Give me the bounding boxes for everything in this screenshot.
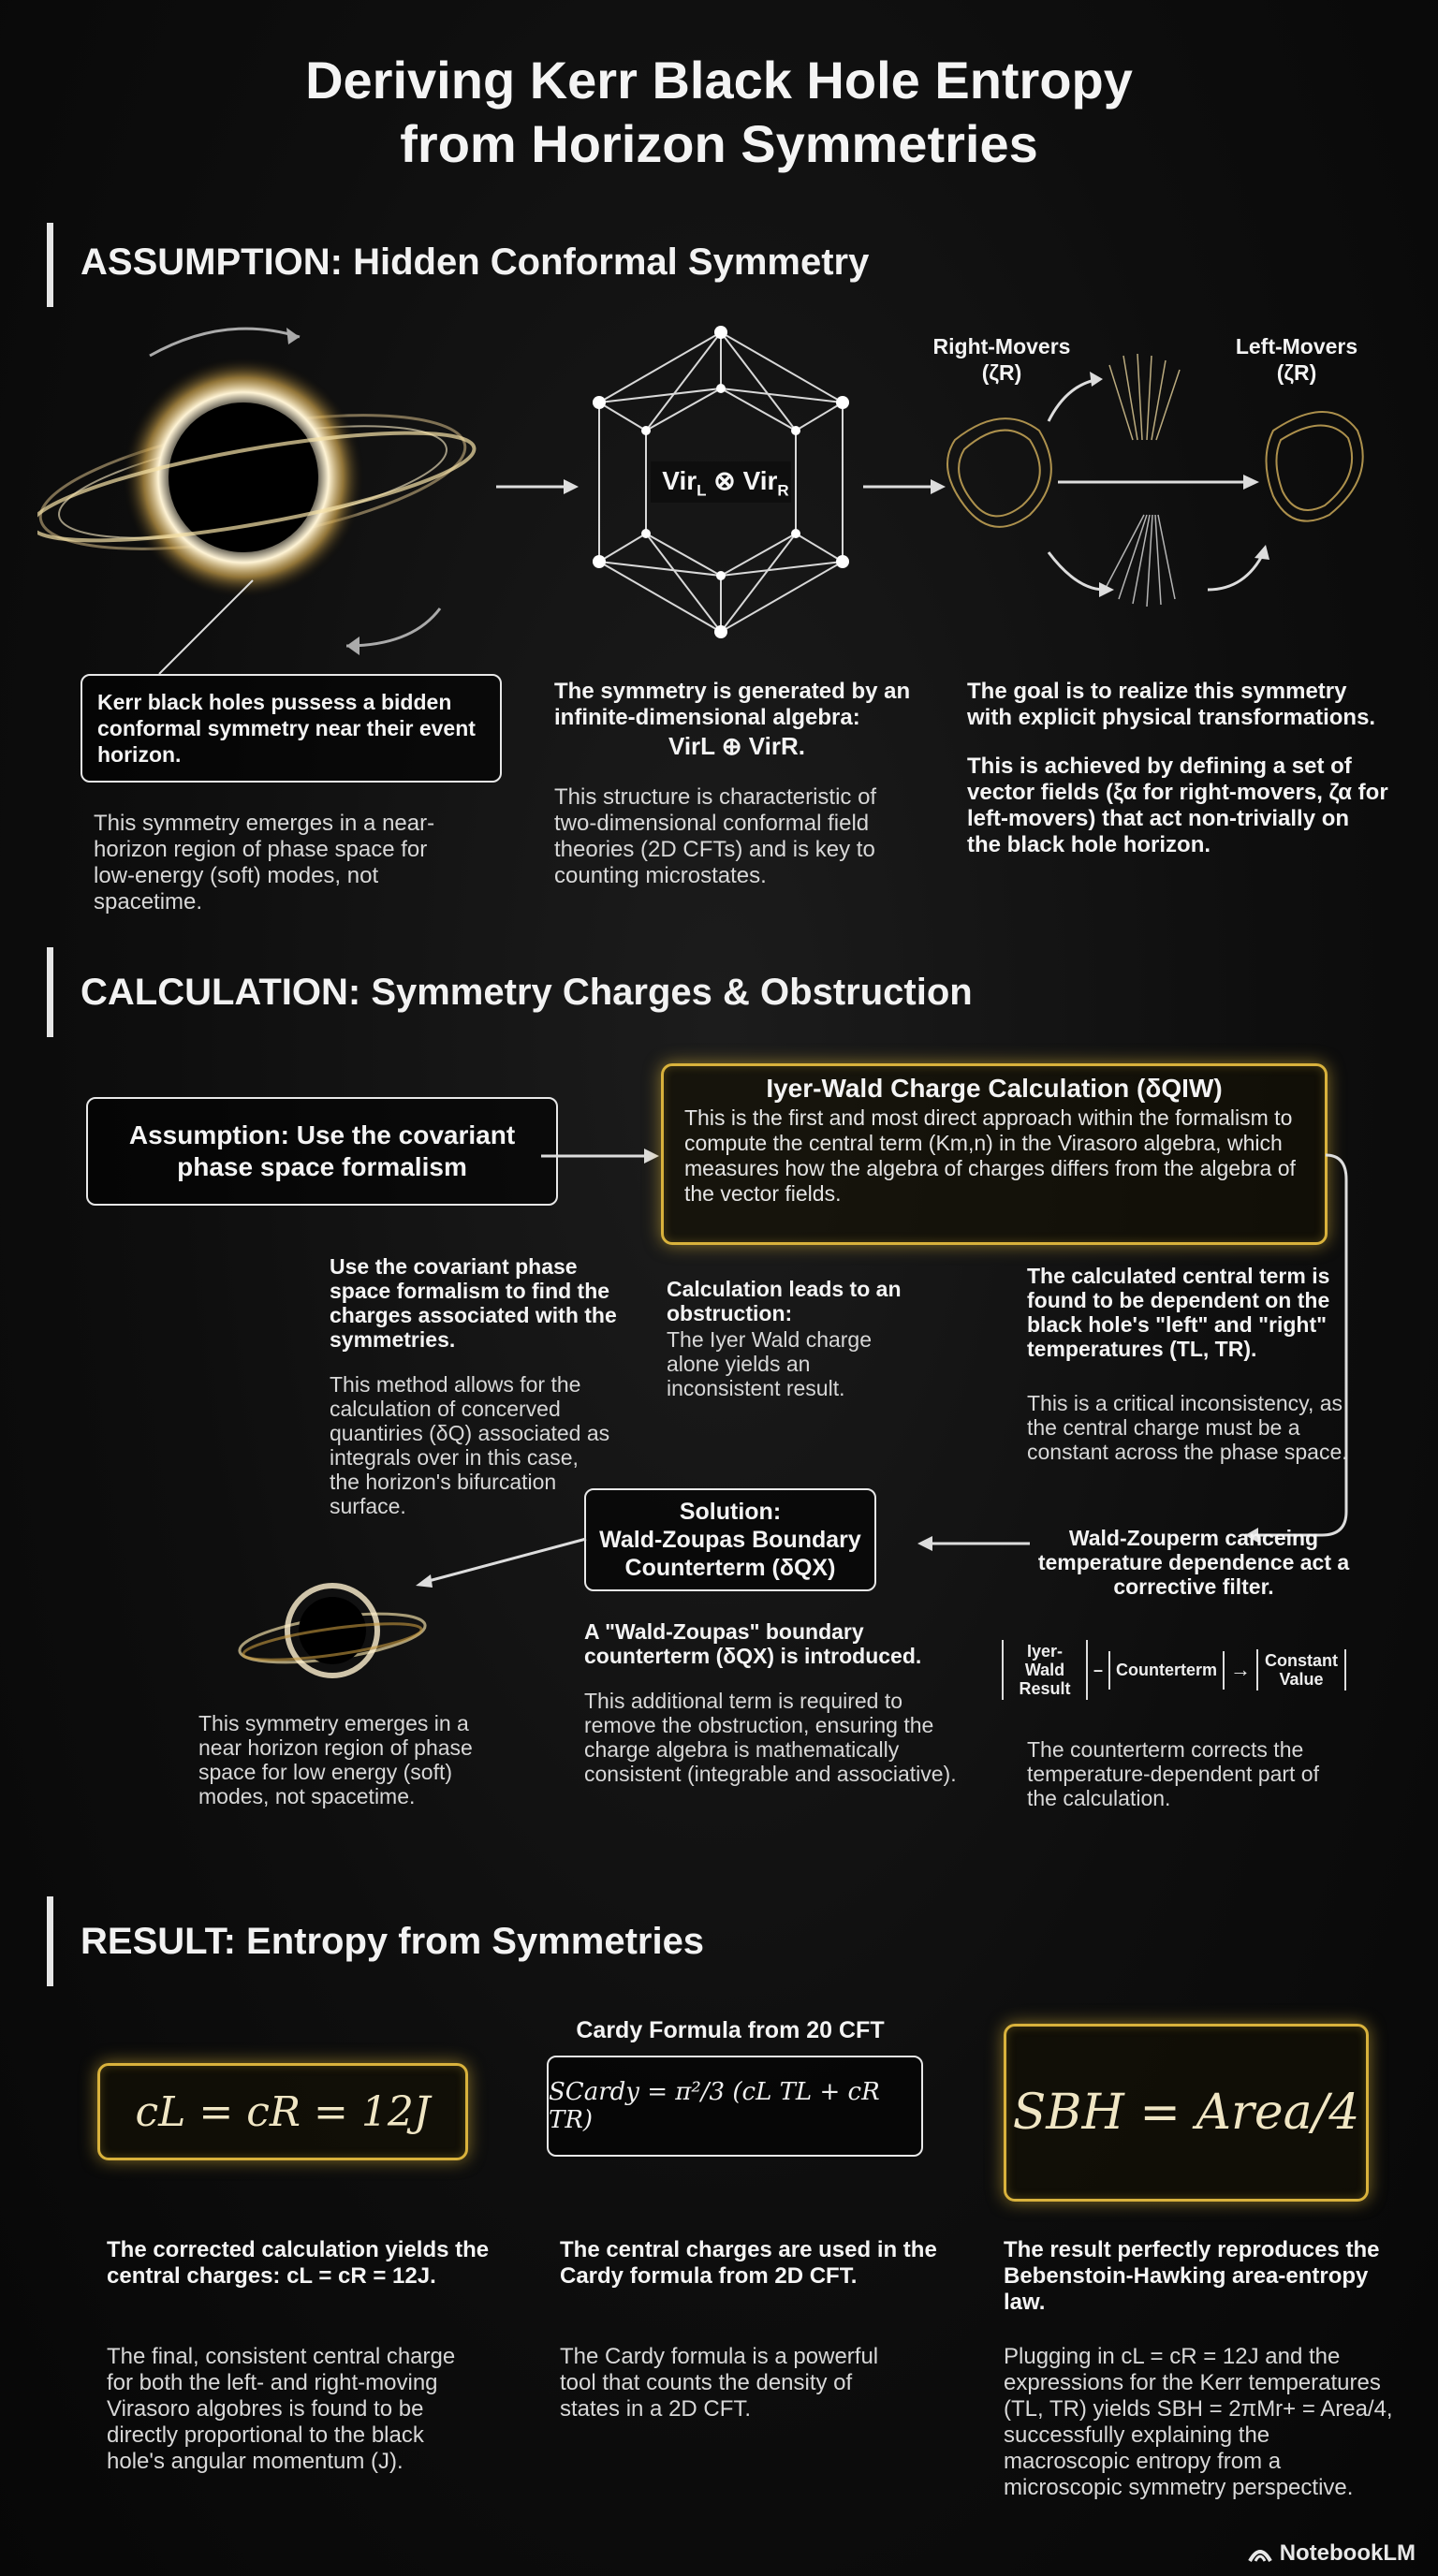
small-black-hole-illustration [229, 1563, 435, 1704]
virasoro-label: Vir$_L$ ⊗ Vir$_R$ [662, 466, 789, 500]
section-heading-assumption: ASSUMPTION: Hidden Conformal Symmetry [81, 242, 870, 283]
title-line-1: Deriving Kerr Black Hole Entropy [305, 51, 1133, 110]
kerr-black-hole-illustration [37, 300, 506, 693]
solution-wald-zoupas-box: Solution: Wald-Zoupas Boundary Counterterm (δQX) [584, 1488, 876, 1591]
filter-equation [1002, 1640, 1376, 1700]
section2-left-bold: Use the covariant phase space formalism to find the charges associated with the symmetries. [330, 1254, 617, 1352]
result-col2-bold: The central charges are used in the Cardy formula from 2D CFT. [560, 2237, 937, 2289]
arrow-icon [541, 1142, 663, 1170]
entropy-equation-box [1004, 2024, 1369, 2202]
entropy-equation: SBH = Area/4 [1012, 2085, 1360, 2141]
section-heading-result: RESULT: Entropy from Symmetries [81, 1921, 705, 1962]
assumption-covariant-box: Assumption: Use the covariant phase space formalism [86, 1097, 558, 1206]
iyer-wald-title: Iyer-Wald Charge Calculation (δQIW) [766, 1074, 1223, 1103]
right-movers-label: Right-Movers (ζR) [932, 334, 1071, 385]
corrective-filter-text: Wald-Zouperm canceing temperature dependence act a corrective filter. [1037, 1526, 1350, 1599]
title-line-2: from Horizon Symmetries [400, 114, 1038, 173]
section2-mid-bold: Calculation leads to an obstruction: [667, 1277, 902, 1325]
section2-right-body: This is a critical inconsistency, as the central charge must be a constant across the phase space. [1027, 1391, 1348, 1464]
result-col2-body: The Cardy formula is a powerful tool that counts the density of states in a 2D CFT. [560, 2344, 879, 2422]
arrow-icon [917, 1530, 1030, 1558]
arrow-icon [863, 473, 947, 501]
section-divider-bar [47, 947, 53, 1037]
cardy-formula-box [547, 2056, 923, 2157]
page-title [0, 49, 1438, 176]
section-heading-calculation: CALCULATION: Symmetry Charges & Obstruction [81, 972, 973, 1013]
solution-bold: A "Wald-Zoupas" boundary counterterm (δQX) is introduced. [584, 1619, 922, 1668]
section1-col2-body: This structure is characteristic of two-dimensional conformal field theories (2D CFTs) and is key to counting microstates. [554, 784, 877, 888]
filter-arrow: → [1230, 1658, 1252, 1681]
filter-iyer-wald-result: Iyer-Wald Result [1002, 1640, 1088, 1700]
brand-badge: NotebookLM [1248, 2540, 1416, 2567]
section2-mid-body: The Iyer Wald charge alone yields an inconsistent result. [667, 1327, 873, 1400]
movers-transformation-diagram [936, 328, 1386, 646]
notebooklm-logo-icon [1248, 2544, 1272, 2563]
cardy-formula: SCardy = π²/3 (cL TL + cR TR) [549, 2078, 880, 2134]
section-divider-bar [47, 223, 53, 307]
filter-minus: – [1093, 1660, 1104, 1679]
cardy-label: Cardy Formula from 20 CFT [576, 2017, 885, 2043]
filter-caption: The counterterm corrects the temperature-dependent part of the calculation. [1027, 1737, 1319, 1810]
central-charge-equation-box [97, 2063, 468, 2160]
section-divider-bar [47, 1896, 53, 1986]
filter-counterterm: Counterterm [1108, 1651, 1225, 1690]
arrow-icon [412, 1535, 590, 1591]
result-col1-bold: The corrected calculation yields the central charges: cL = cR = 12J. [107, 2237, 490, 2289]
result-col3-bold: The result perfectly reproduces the Bebenstoin-Hawking area-entropy law. [1004, 2237, 1380, 2315]
central-charge-equation: cL = cR = 12J [135, 2087, 431, 2136]
solution-body: This additional term is required to remove the obstruction, ensuring the charge algebra is mathematically consistent (integrable and associative). [584, 1689, 957, 1786]
section2-left-body: This method allows for the calculation of concerved quantiries (δQ) associated as integrals over in this case, the horizon's bifurcation surface. [330, 1372, 610, 1518]
kerr-symmetry-callout: Kerr black holes pussess a bidden conformal symmetry near their event horizon. [81, 674, 502, 783]
result-col3-body: Plugging in cL = cR = 12J and the expressions for the Kerr temperatures (TL, TR) yields SBH = 2πMr+ = Area/4, successfully explaining the macroscopic entropy from a microscopic symmetry perspective. [1004, 2344, 1393, 2500]
filter-constant-value: Constant Value [1256, 1649, 1346, 1690]
section1-col2-formula: VirL ⊕ VirR. [668, 732, 806, 760]
small-bh-caption: This symmetry emerges in a near horizon region of phase space for low energy (soft) modes, not spacetime. [198, 1711, 473, 1808]
section1-col3-bold2: This is achieved by defining a set of vector fields (ξα for right-movers, ζα for left-movers) that act non-trivially on the black hole horizon. [967, 754, 1388, 857]
section1-col2-bold: The symmetry is generated by an infinite-dimensional algebra: [554, 679, 911, 730]
section2-right-bold: The calculated central term is found to be dependent on the black hole's "left" and "right" temperatures (TL, TR). [1027, 1264, 1330, 1361]
section1-col1-body: This symmetry emerges in a near-horizon region of phase space for low-energy (soft) modes, not spacetime. [94, 811, 435, 915]
arrow-icon [496, 473, 580, 501]
iyer-wald-body: This is the first and most direct approach within the formalism to compute the central term (Km,n) in the Virasoro algebra, which measures how the algebra of charges differs from the algebra of the vector fields. [684, 1105, 1296, 1206]
section1-col3-bold1: The goal is to realize this symmetry with explicit physical transformations. [967, 679, 1376, 730]
left-movers-label: Left-Movers (ζR) [1235, 334, 1358, 385]
result-col1-body: The final, consistent central charge for both the left- and right-moving Virasoro algobres is found to be directly proportional to the black hole's angular momentum (J). [107, 2344, 456, 2474]
